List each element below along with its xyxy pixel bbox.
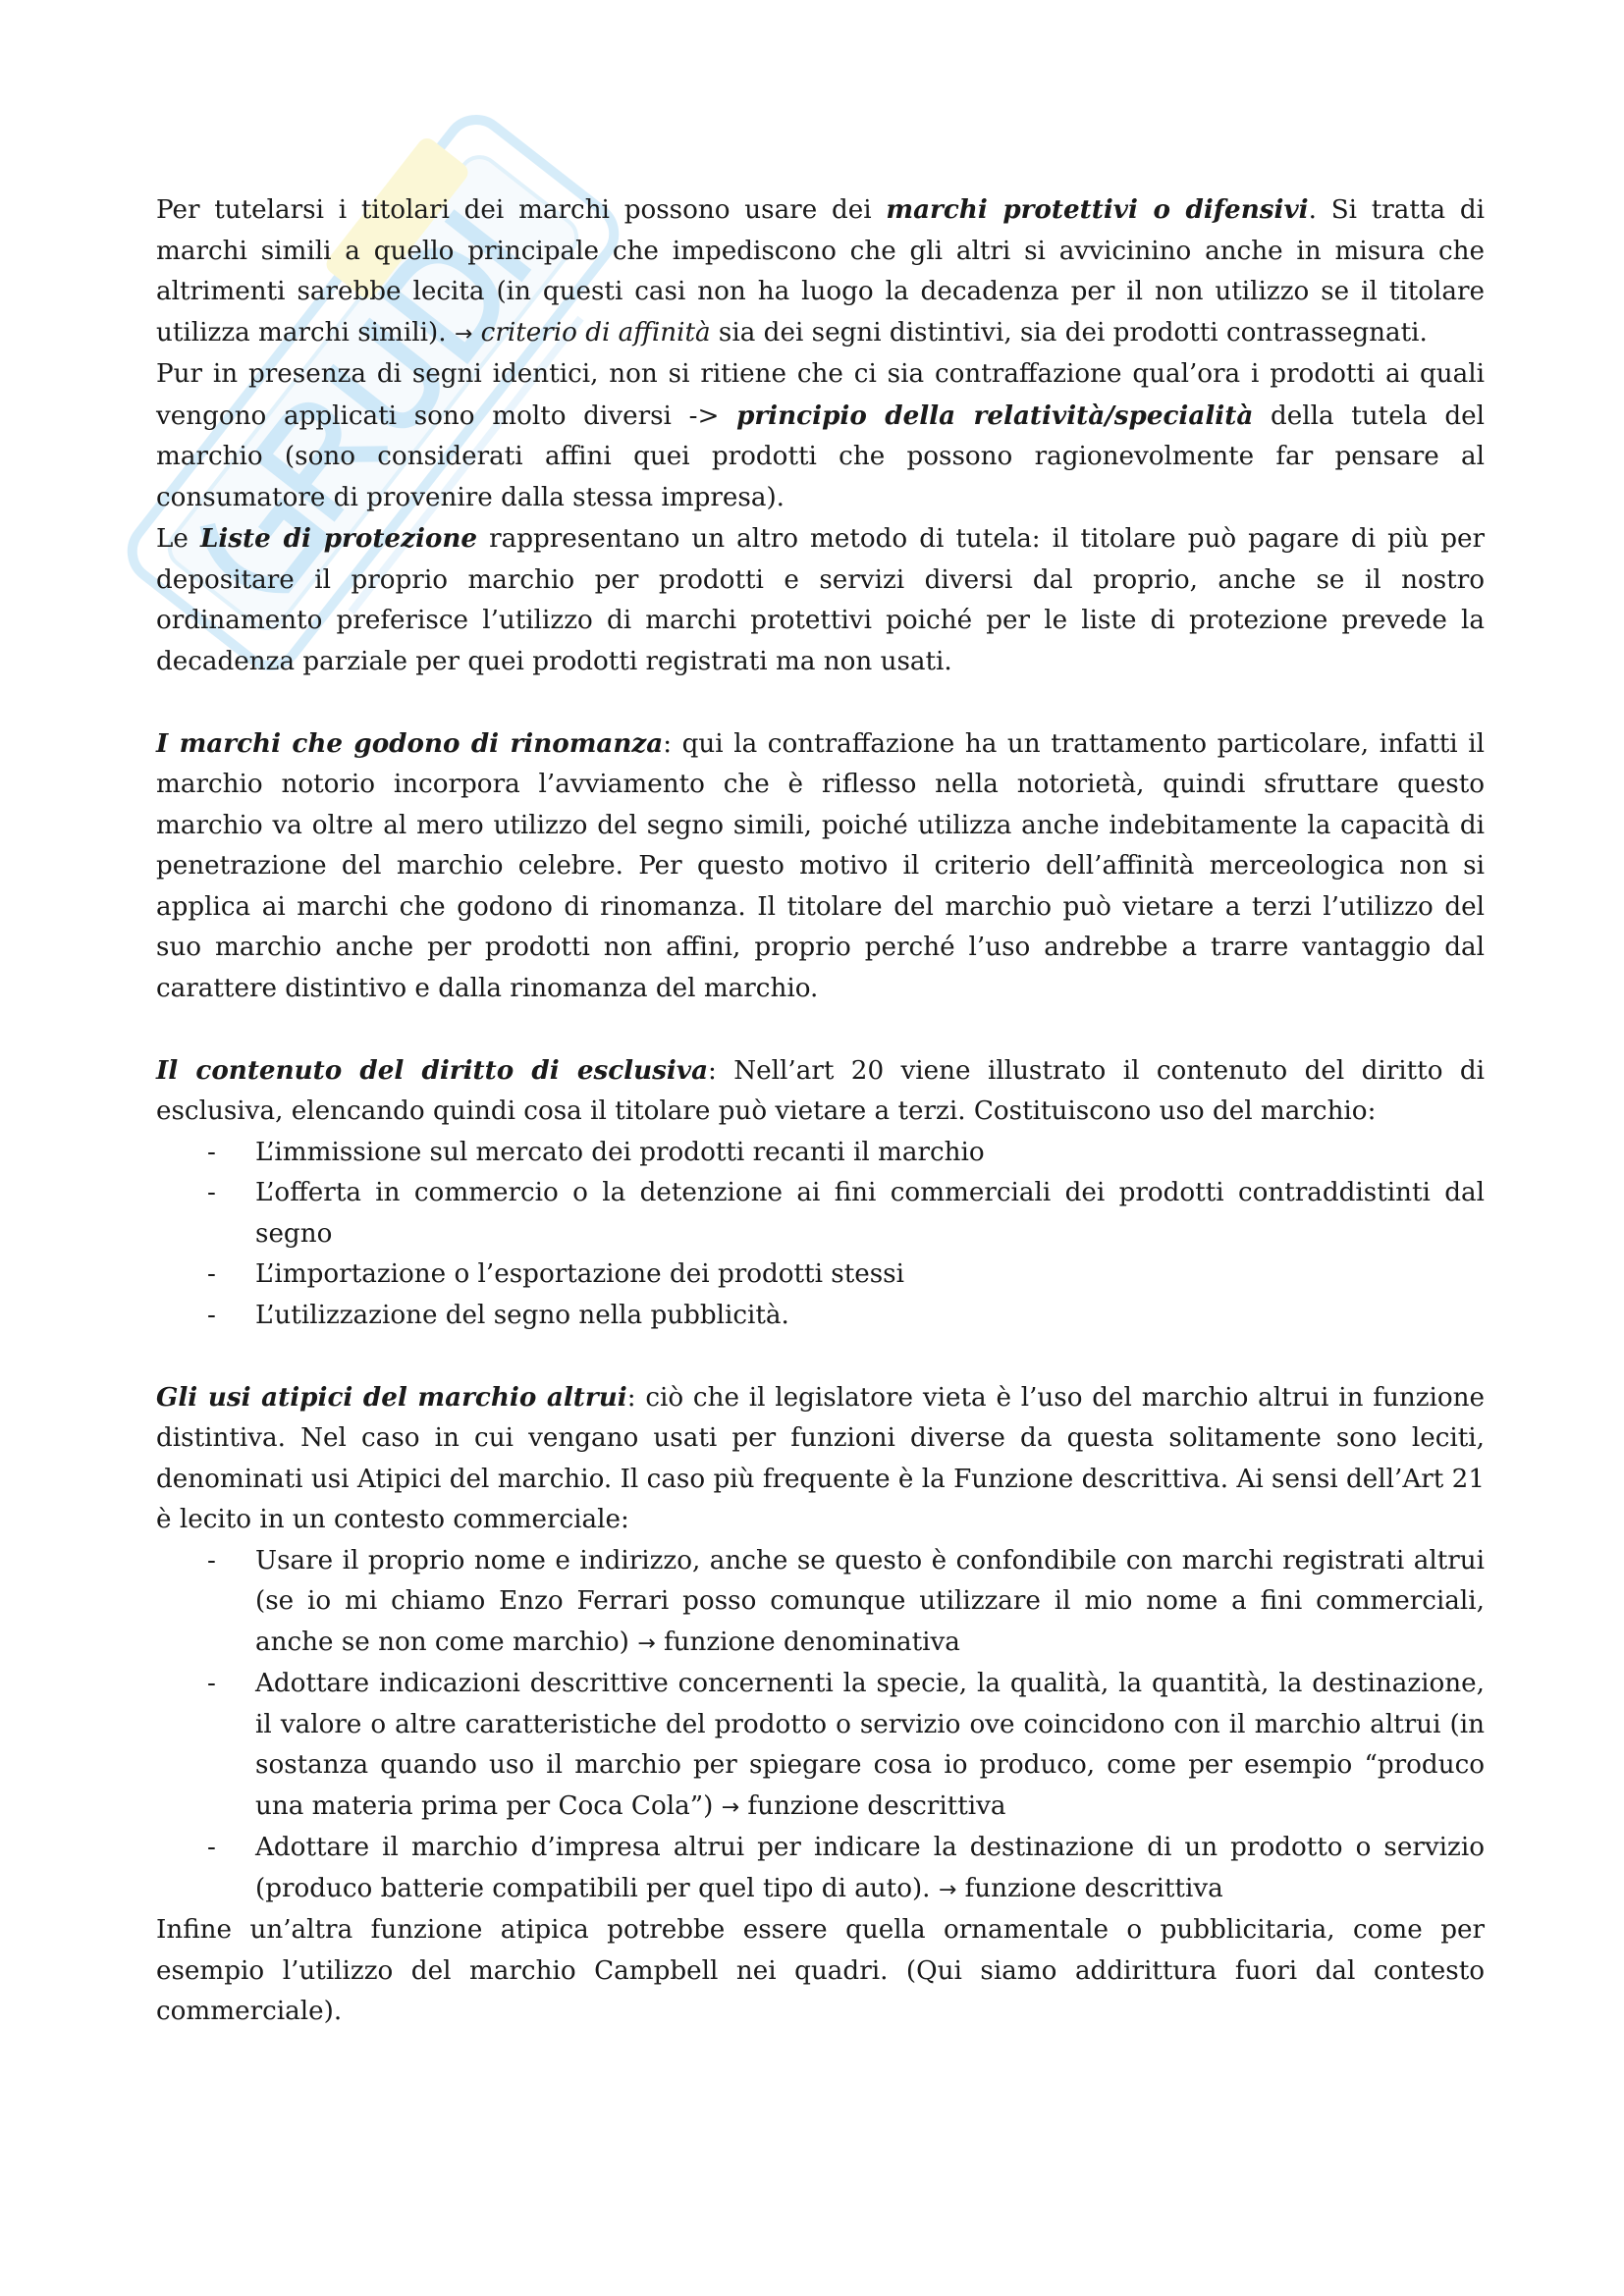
- arrow-icon: →: [721, 1794, 740, 1820]
- list-item-text: L’immissione sul mercato dei prodotti recanti il marchio: [255, 1137, 985, 1167]
- paragraph-marchi-rinomanza: [156, 723, 1485, 1010]
- paragraph-marchi-protettivi: [156, 189, 1485, 354]
- document-body: [156, 189, 1485, 2033]
- paragraph-funzione-ornamentale: [156, 1910, 1485, 2033]
- text-run: Infine un’altra funzione atipica potrebbe essere quella ornamentale o pubblicitaria, come per esempio l’utilizzo del marchio Campbell nei quadri. (Qui siamo addirittura fuori dal contesto commerciale).: [156, 1915, 1485, 2026]
- paragraph-spacer: [156, 1336, 1485, 1377]
- list-item: [156, 1664, 1485, 1828]
- list-usi-leciti: [156, 1541, 1485, 1911]
- list-item-text: funzione descrittiva: [739, 1790, 1006, 1821]
- list-item-text: Adottare il marchio d’impresa altrui per indicare la destinazione di un prodotto o servizio (produco batterie compatibili per quel tipo di auto).: [255, 1833, 1485, 1903]
- paragraph-usi-atipici: [156, 1377, 1485, 1541]
- dash-bullet: -: [207, 1300, 216, 1330]
- paragraph-liste-protezione: [156, 518, 1485, 682]
- text-run: : qui la contraffazione ha un trattamento particolare, infatti il marchio notorio incorpora l’avviamento che è riflesso nella notorietà, quindi sfruttare questo marchio va oltre al mero utilizzo del segno simili, poiché utilizza anche indebitamente la capacità di penetrazione del marchio celebre. Per questo motivo il criterio dell’affinità merceologica non si applica ai marchi che godono di rinomanza. Il titolare del marchio può vietare a terzi l’utilizzo del suo marchio anche per prodotti non affini, proprio perché l’uso andrebbe a trarre vantaggio dal carattere distintivo e dalla rinomanza del marchio.: [156, 728, 1485, 1003]
- term-principio-relativita: principio della relatività/specialità: [736, 400, 1254, 431]
- dash-bullet: -: [207, 1259, 216, 1289]
- list-item: [156, 1296, 1485, 1337]
- list-item-text: L’offerta in commercio o la detenzione ai fini commerciali dei prodotti contraddistinti dal segno: [255, 1178, 1485, 1249]
- dash-bullet: -: [207, 1137, 216, 1167]
- paragraph-segni-identici: [156, 354, 1485, 518]
- list-item-text: L’utilizzazione del segno nella pubblicità.: [255, 1300, 789, 1330]
- list-item: [156, 1541, 1485, 1665]
- paragraph-spacer: [156, 1009, 1485, 1050]
- dash-bullet: -: [207, 1178, 216, 1207]
- list-usi-marchio: [156, 1133, 1485, 1337]
- heading-diritto-esclusiva: Il contenuto del diritto di esclusiva: [156, 1054, 709, 1086]
- list-item: [156, 1828, 1485, 1910]
- list-item: [156, 1255, 1485, 1296]
- text-run: Pur in presenza di segni identici, non si ritiene che ci sia contraffazione qual’ora i prodotti ai quali vengono applicati sono molto diversi ->: [156, 359, 1485, 431]
- dash-bullet: -: [207, 1833, 216, 1862]
- paragraph-spacer: [156, 682, 1485, 723]
- text-run: rappresentano un altro metodo di tutela: il titolare può pagare di più per depositare il proprio marchio per prodotti e servizi diversi dal proprio, anche se il nostro ordinamento preferisce l’utilizzo di marchi protettivi poiché per le liste di protezione prevede la decadenza parziale per quei prodotti registrati ma non usati.: [156, 524, 1485, 676]
- term-marchi-protettivi: marchi protettivi o difensivi: [886, 194, 1309, 225]
- dash-bullet: -: [207, 1669, 216, 1698]
- paragraph-diritto-esclusiva: [156, 1050, 1485, 1133]
- arrow-icon: →: [454, 321, 473, 347]
- list-item: [156, 1173, 1485, 1255]
- text-run: . Si tratta di marchi simili a quello principale che impediscono che gli altri si avvicinino anche in misura che altrimenti sarebbe lecita (in questi casi non ha luogo la decadenza per il non utilizzo se il titolare utilizza marchi simili).: [156, 195, 1485, 347]
- text-run: : ciò che il legislatore vieta è l’uso del marchio altrui in funzione distintiva. Nel caso in cui vengano usati per funzioni diverse da questa solitamente sono leciti, denominati usi Atipici del marchio. Il caso più frequente è la Funzione descrittiva. Ai sensi dell’Art 21 è lecito in un contesto commerciale:: [156, 1382, 1485, 1534]
- text-run: Le: [156, 524, 200, 554]
- heading-usi-atipici: Gli usi atipici del marchio altrui: [156, 1381, 627, 1413]
- text-run: Per tutelarsi i titolari dei marchi possono usare dei: [156, 195, 887, 225]
- list-item-text: funzione denominativa: [655, 1627, 960, 1657]
- list-item-text: L’importazione o l’esportazione dei prodotti stessi: [255, 1259, 904, 1289]
- text-run: : Nell’art 20 viene illustrato il contenuto del diritto di esclusiva, elencando quindi cosa il titolare può vietare a terzi. Costituiscono uso del marchio:: [156, 1055, 1485, 1126]
- text-run: della tutela del marchio (sono considerati affini quei prodotti che possono ragionevolmente far pensare al consumatore di provenire dalla stessa impresa).: [156, 400, 1485, 512]
- dash-bullet: -: [207, 1545, 216, 1575]
- list-item: [156, 1133, 1485, 1174]
- list-item-text: Adottare indicazioni descrittive concernenti la specie, la qualità, la quantità, la destinazione, il valore o altre caratteristiche del prodotto o servizio ove coincidono con il marchio altrui (in sostanza quando uso il marchio per spiegare cosa io produco, come per esempio “produco una materia prima per Coca Cola”): [255, 1669, 1485, 1821]
- arrow-icon: →: [938, 1877, 957, 1902]
- list-item-text: funzione descrittiva: [956, 1873, 1223, 1903]
- heading-marchi-rinomanza: I marchi che godono di rinomanza: [156, 727, 664, 759]
- arrow-icon: →: [637, 1630, 656, 1656]
- term-criterio-affinita: criterio di affinità: [472, 317, 711, 347]
- list-item-text: Usare il proprio nome e indirizzo, anche se questo è confondibile con marchi registrati altrui (se io mi chiamo Enzo Ferrari posso comunque utilizzare il mio nome a fini commerciali, anche se non come marchio): [255, 1545, 1485, 1657]
- term-liste-protezione: Liste di protezione: [199, 523, 478, 554]
- text-run: sia dei segni distintivi, sia dei prodotti contrassegnati.: [710, 317, 1428, 347]
